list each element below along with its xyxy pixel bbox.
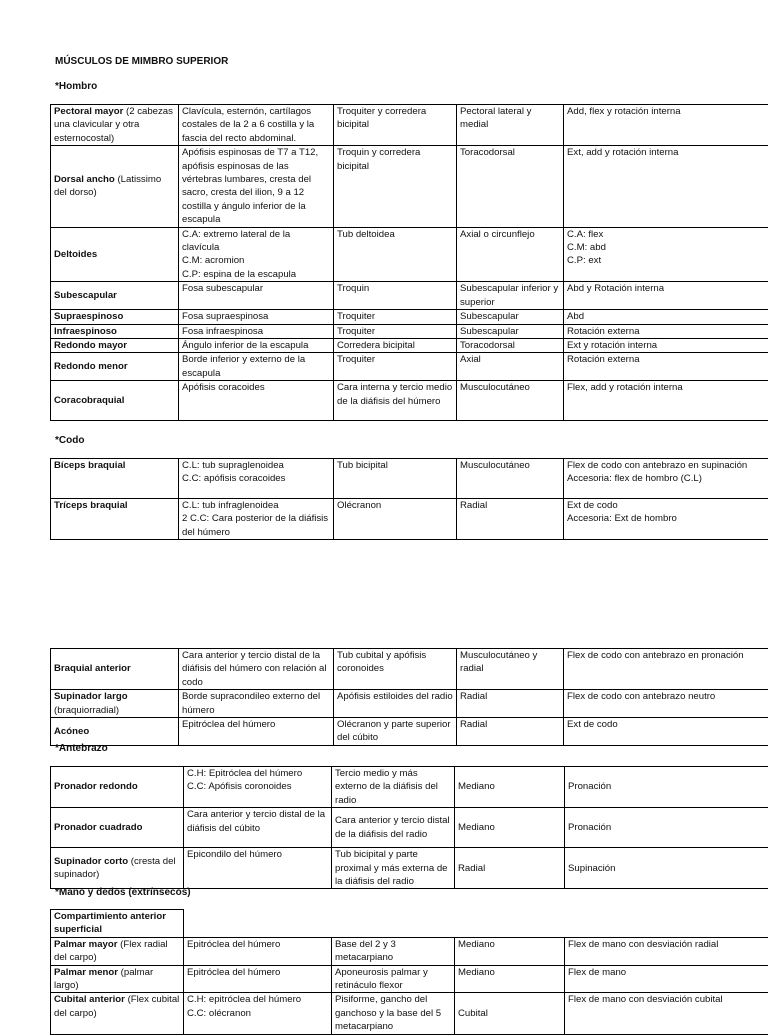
- insertion-cell: Troquin y corredera bicipital: [334, 146, 457, 227]
- table-hombro: [50, 104, 768, 421]
- action-cell: Flex de codo con antebrazo en pronación: [564, 649, 768, 690]
- origin-cell: Fosa infraespinosa: [179, 324, 334, 338]
- origin-cell: C.L: tub infraglenoidea 2 C.C: Cara posterior de la diáfisis del húmero: [179, 499, 334, 540]
- insertion-cell: Tub deltoidea: [334, 227, 457, 282]
- muscle-alt-name: (Latissimo del dorso): [54, 174, 161, 198]
- table-row: [51, 310, 768, 324]
- muscle-name-cell: [51, 282, 179, 310]
- action-cell: Flex de mano: [565, 965, 768, 993]
- insertion-cell: Tub bicipital: [334, 459, 457, 499]
- muscle-alt-name: (Flex radial del carpo): [54, 939, 168, 963]
- table-row: [51, 848, 768, 889]
- page-title: MÚSCULOS DE MIMBRO SUPERIOR: [55, 55, 228, 68]
- insertion-cell: Tercio medio y más externo de la diáfisis del radio: [332, 767, 455, 808]
- insertion-cell: Troquin: [334, 282, 457, 310]
- muscle-name: Dorsal ancho: [54, 174, 115, 185]
- muscle-name-cell: [51, 381, 179, 421]
- muscle-name: Redondo mayor: [54, 340, 127, 351]
- table-row: [51, 649, 768, 690]
- nerve-cell: Radial: [457, 690, 564, 718]
- table-row: [51, 718, 768, 746]
- origin-cell: C.L: tub supraglenoidea C.C: apófisis coracoides: [179, 459, 334, 499]
- muscle-name-cell: [51, 690, 179, 718]
- action-cell: Pronación: [565, 808, 768, 848]
- origin-cell: C.H: Epitróclea del húmero C.C: Apófisis coronoides: [184, 767, 332, 808]
- insertion-cell: Tub cubital y apófisis coronoides: [334, 649, 457, 690]
- table-row: [51, 353, 768, 381]
- muscle-name: Supinador corto: [54, 856, 128, 867]
- table-row: [51, 965, 768, 993]
- table-mano: [50, 909, 768, 1035]
- table-row: [51, 808, 768, 848]
- origin-cell: Ángulo inferior de la escapula: [179, 338, 334, 352]
- origin-cell: C.H: epitróclea del húmero C.C: olécranon: [184, 993, 332, 1034]
- muscle-name-cell: [51, 105, 179, 146]
- muscle-name-cell: [51, 353, 179, 381]
- muscle-name: Braquial anterior: [54, 663, 131, 674]
- muscle-name: Deltoides: [54, 249, 97, 260]
- table-row: [51, 105, 768, 146]
- action-cell: C.A: flex C.M: abd C.P: ext: [564, 227, 768, 282]
- muscle-name: Supinador largo: [54, 691, 128, 702]
- muscle-name-cell: [51, 767, 184, 808]
- insertion-cell: Cara interna y tercio medio de la diáfisis del húmero: [334, 381, 457, 421]
- nerve-cell: Mediano: [455, 767, 565, 808]
- table-row: [51, 324, 768, 338]
- section-heading-hombro: *Hombro: [55, 80, 97, 93]
- origin-cell: Fosa supraespinosa: [179, 310, 334, 324]
- nerve-cell: Subescapular: [457, 310, 564, 324]
- nerve-cell: Subescapular: [457, 324, 564, 338]
- empty-cell: [184, 910, 768, 938]
- action-cell: Abd y Rotación interna: [564, 282, 768, 310]
- origin-cell: Borde supracondileo externo del húmero: [179, 690, 334, 718]
- muscle-name-cell: [51, 338, 179, 352]
- table-row: [51, 767, 768, 808]
- table-row: [51, 338, 768, 352]
- table-codo-continued: [50, 648, 768, 746]
- muscle-name-cell: [51, 227, 179, 282]
- nerve-cell: Cubital: [455, 993, 565, 1034]
- action-cell: Ext de codo: [564, 718, 768, 746]
- insertion-cell: Troquiter: [334, 310, 457, 324]
- insertion-cell: Corredera bicipital: [334, 338, 457, 352]
- insertion-cell: Olécranon: [334, 499, 457, 540]
- action-cell: Flex de mano con desviación radial: [565, 937, 768, 965]
- muscle-alt-name: (palmar largo): [54, 967, 153, 991]
- section-heading-codo: *Codo: [55, 434, 84, 447]
- nerve-cell: Mediano: [455, 937, 565, 965]
- muscle-name-cell: [51, 993, 184, 1034]
- muscle-name-cell: [51, 499, 179, 540]
- table-group-row: [51, 910, 768, 938]
- table-antebrazo: [50, 766, 768, 889]
- muscle-name-cell: [51, 146, 179, 227]
- action-cell: Rotación externa: [564, 324, 768, 338]
- insertion-cell: Base del 2 y 3 metacarpiano: [332, 937, 455, 965]
- muscle-name-cell: [51, 459, 179, 499]
- table-row: [51, 937, 768, 965]
- muscle-name: Pectoral mayor: [54, 106, 123, 117]
- muscle-name-cell: [51, 324, 179, 338]
- table-row: [51, 499, 768, 540]
- muscle-name: Tríceps braquial: [54, 500, 128, 511]
- origin-cell: C.A: extremo lateral de la clavícula C.M: acromion C.P: espina de la escapula: [179, 227, 334, 282]
- group-header-cell: Compartimiento anterior superficial: [51, 910, 184, 938]
- nerve-cell: Toracodorsal: [457, 146, 564, 227]
- table-codo: [50, 458, 768, 540]
- muscle-name: Redondo menor: [54, 361, 128, 372]
- origin-cell: Epitróclea del húmero: [179, 718, 334, 746]
- origin-cell: Epitróclea del húmero: [184, 937, 332, 965]
- origin-cell: Borde inferior y externo de la escapula: [179, 353, 334, 381]
- muscle-alt-name: (Flex cubital del carpo): [54, 994, 179, 1018]
- action-cell: Rotación externa: [564, 353, 768, 381]
- nerve-cell: Mediano: [455, 808, 565, 848]
- nerve-cell: Musculocutáneo: [457, 459, 564, 499]
- nerve-cell: Axial: [457, 353, 564, 381]
- action-cell: Flex de codo con antebrazo neutro: [564, 690, 768, 718]
- insertion-cell: Troquiter: [334, 353, 457, 381]
- nerve-cell: Radial: [457, 718, 564, 746]
- action-cell: Abd: [564, 310, 768, 324]
- action-cell: Flex, add y rotación interna: [564, 381, 768, 421]
- section-heading-mano: *Mano y dedos (extrínsecos): [55, 886, 191, 899]
- muscle-name-cell: [51, 649, 179, 690]
- action-cell: Supinación: [565, 848, 768, 889]
- origin-cell: Epicondilo del húmero: [184, 848, 332, 889]
- insertion-cell: Tub bicipital y parte proximal y más externa de la diáfisis del radio: [332, 848, 455, 889]
- origin-cell: Apófisis coracoides: [179, 381, 334, 421]
- nerve-cell: Mediano: [455, 965, 565, 993]
- origin-cell: Fosa subescapular: [179, 282, 334, 310]
- nerve-cell: Musculocutáneo: [457, 381, 564, 421]
- action-cell: Flex de mano con desviación cubital: [565, 993, 768, 1034]
- action-cell: Flex de codo con antebrazo en supinación Accesoria: flex de hombro (C.L): [564, 459, 768, 499]
- muscle-name-cell: [51, 808, 184, 848]
- action-cell: Ext y rotación interna: [564, 338, 768, 352]
- nerve-cell: Radial: [457, 499, 564, 540]
- table-row: [51, 459, 768, 499]
- muscle-name-cell: [51, 937, 184, 965]
- muscle-name: Coracobraquial: [54, 395, 124, 406]
- origin-cell: Clavícula, esternón, cartílagos costales de la 2 a 6 costilla y la fascia del recto abdominal.: [179, 105, 334, 146]
- origin-cell: Cara anterior y tercio distal de la diáfisis del cúbito: [184, 808, 332, 848]
- table-row: [51, 282, 768, 310]
- table-row: [51, 227, 768, 282]
- muscle-alt-name: (cresta del supinador): [54, 856, 176, 880]
- muscle-name: Palmar menor: [54, 967, 118, 978]
- origin-cell: Apófisis espinosas de T7 a T12, apófisis espinosas de las vértebras lumbares, cresta del sacro, cresta del ilion, 9 a 12 costilla y ángulo inferior de la escapula: [179, 146, 334, 227]
- muscle-name: Infraespinoso: [54, 326, 117, 337]
- action-cell: Add, flex y rotación interna: [564, 105, 768, 146]
- insertion-cell: Troquiter: [334, 324, 457, 338]
- action-cell: Ext, add y rotación interna: [564, 146, 768, 227]
- nerve-cell: Musculocutáneo y radial: [457, 649, 564, 690]
- nerve-cell: Toracodorsal: [457, 338, 564, 352]
- nerve-cell: Radial: [455, 848, 565, 889]
- muscle-name-cell: [51, 848, 184, 889]
- insertion-cell: Aponeurosis palmar y retináculo flexor: [332, 965, 455, 993]
- table-row: [51, 690, 768, 718]
- table-row: [51, 381, 768, 421]
- nerve-cell: Axial o circunflejo: [457, 227, 564, 282]
- table-row: [51, 146, 768, 227]
- muscle-name: Palmar mayor: [54, 939, 117, 950]
- muscle-alt-name: (braquiorradial): [54, 705, 119, 716]
- insertion-cell: Pisiforme, gancho del ganchoso y la base del 5 metacarpiano: [332, 993, 455, 1034]
- muscle-name: Subescapular: [54, 290, 117, 301]
- table-row: [51, 993, 768, 1034]
- muscle-name: Pronador cuadrado: [54, 822, 143, 833]
- muscle-name: Acóneo: [54, 726, 89, 737]
- insertion-cell: Olécranon y parte superior del cúbito: [334, 718, 457, 746]
- muscle-name-cell: [51, 965, 184, 993]
- section-heading-antebrazo: *Antebrazo: [55, 742, 108, 755]
- nerve-cell: Pectoral lateral y medial: [457, 105, 564, 146]
- insertion-cell: Troquiter y corredera bicipital: [334, 105, 457, 146]
- origin-cell: Cara anterior y tercio distal de la diáfisis del húmero con relación al codo: [179, 649, 334, 690]
- muscle-name: Pronador redondo: [54, 781, 138, 792]
- origin-cell: Epitróclea del húmero: [184, 965, 332, 993]
- insertion-cell: Apófisis estiloides del radio: [334, 690, 457, 718]
- muscle-name-cell: [51, 310, 179, 324]
- muscle-name: Bíceps braquial: [54, 460, 125, 471]
- muscle-alt-name: (2 cabezas una clavicular y otra esternocostal): [54, 106, 173, 144]
- insertion-cell: Cara anterior y tercio distal de la diáfisis del radio: [332, 808, 455, 848]
- action-cell: Pronación: [565, 767, 768, 808]
- action-cell: Ext de codo Accesoria: Ext de hombro: [564, 499, 768, 540]
- nerve-cell: Subescapular inferior y superior: [457, 282, 564, 310]
- muscle-name: Supraespinoso: [54, 311, 123, 322]
- muscle-name: Cubital anterior: [54, 994, 125, 1005]
